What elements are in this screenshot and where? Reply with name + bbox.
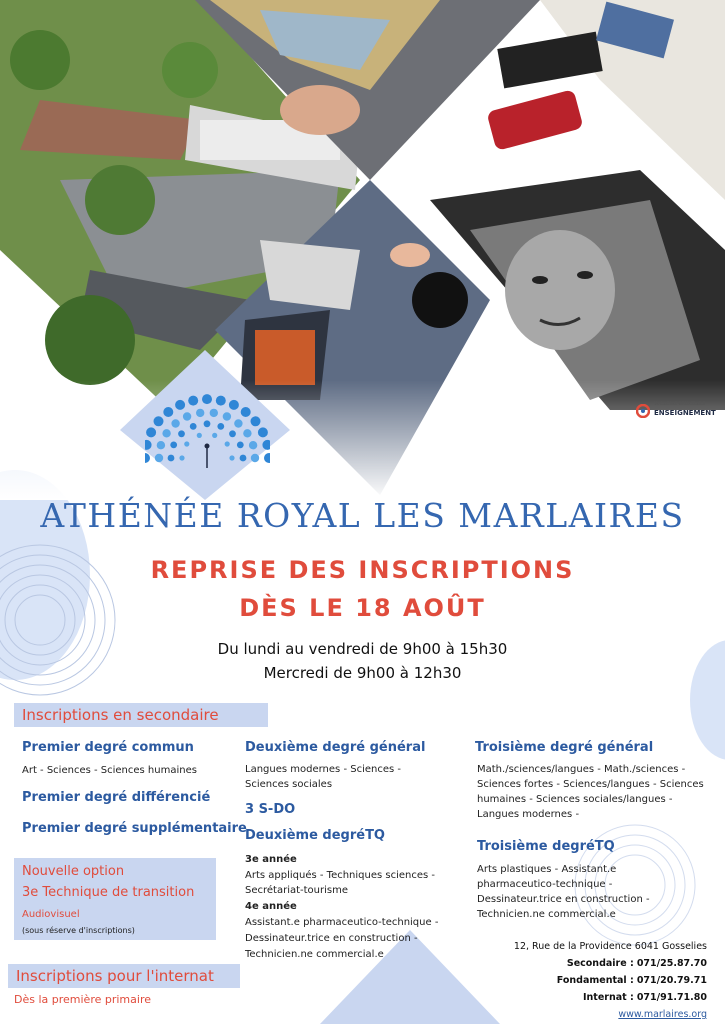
fan-dot: [243, 429, 251, 437]
fan-dot: [170, 442, 177, 449]
fan-dot: [145, 453, 150, 463]
col2-title-general: Deuxième degré général: [245, 740, 426, 755]
col3-title-general: Troisième degré général: [475, 740, 654, 755]
fan-dot: [162, 429, 170, 437]
col3-tq-b: pharmaceutico-technique -: [477, 879, 613, 890]
col3-tq-c: Dessinateur.trice en construction -: [477, 894, 650, 905]
col1-title-supplementaire: Premier degré supplémentaire: [22, 821, 247, 836]
fan-dot: [210, 409, 218, 417]
fan-dot: [240, 455, 247, 462]
fan-dot: [229, 455, 234, 460]
fan-dot: [145, 440, 152, 450]
fan-dot: [155, 454, 163, 462]
fan-dot: [183, 412, 191, 420]
fan-dot: [146, 427, 156, 437]
col2-year4-b: Dessinateur.trice en construction -: [245, 933, 418, 944]
col1-title-commun: Premier degré commun: [22, 740, 194, 755]
decor-blob-right: [690, 640, 725, 760]
col1-text-commun: Art - Sciences - Sciences humaines: [22, 765, 197, 776]
contact-secondary: [514, 955, 707, 972]
contact-block: [514, 938, 707, 1023]
col2-title-sdo: 3 S-DO: [245, 802, 296, 817]
website-link[interactable]: www.marlaires.org: [618, 1009, 707, 1020]
col3-text-c: humaines - Sciences sociales/langues -: [477, 794, 673, 805]
col2-year3-b: Secrétariat-tourisme: [245, 885, 349, 896]
contact-fond-label: Fondamental :: [556, 975, 634, 986]
col2-year4-c: Technicien.ne commercial.e: [245, 949, 384, 960]
fan-dot: [179, 455, 184, 460]
option-line4: (sous réserve d'inscriptions): [22, 926, 135, 935]
drawing-desk-photo: [486, 0, 725, 200]
headline-reprise: REPRISE DES INSCRIPTIONS: [150, 556, 575, 584]
fan-dot: [178, 430, 185, 437]
fan-dot: [223, 412, 231, 420]
photo-collage: [0, 0, 725, 500]
col2-title-tq: Deuxième degréTQ: [245, 828, 385, 843]
fan-dot: [163, 407, 173, 417]
wbe-logo-icon: [636, 404, 650, 418]
headline-date: DÈS LE 18 AOÛT: [239, 594, 486, 622]
col1-title-differencie: Premier degré différencié: [22, 790, 211, 805]
col3-text-d: Langues modernes -: [477, 809, 580, 820]
fan-dot: [241, 407, 251, 417]
col3-tq-d: Technicien.ne commercial.e: [477, 909, 616, 920]
fan-dot: [184, 441, 189, 446]
contact-sec-phone: 071/25.87.70: [636, 958, 707, 969]
fan-knob: [205, 444, 210, 449]
option-line1: Nouvelle option: [22, 864, 125, 879]
contact-fond-phone: 071/20.79.71: [636, 975, 707, 986]
col3-text-a: Math./sciences/langues - Math./sciences -: [477, 764, 686, 775]
fan-dot: [188, 396, 198, 406]
fan-dot: [216, 396, 226, 406]
fan-dot: [212, 433, 217, 438]
fan-dot: [249, 441, 257, 449]
secondary-bar: Inscriptions en secondaire: [14, 703, 268, 727]
contact-int-phone: 071/91.71.80: [636, 992, 707, 1003]
col2-year3-a: Arts appliqués - Techniques sciences -: [245, 870, 436, 881]
col2-year3-label: 3e année: [245, 854, 297, 865]
contact-int-label: Internat :: [582, 992, 634, 1003]
col2-year4-a: Assistant.e pharmaceutico-technique -: [245, 917, 439, 928]
fan-dot: [251, 416, 261, 426]
col2-text-general-b: Sciences sociales: [245, 779, 333, 790]
wbe-logo: [636, 402, 725, 424]
fan-dot: [251, 454, 259, 462]
contact-fondamental: [514, 972, 707, 989]
fan-dot: [237, 442, 244, 449]
fan-dot: [196, 409, 204, 417]
fan-logo: [145, 380, 270, 470]
new-option-box: [14, 858, 216, 940]
hours-wednesday: Mercredi de 9h00 à 12h30: [263, 664, 462, 682]
internat-bar: Inscriptions pour l'internat: [8, 964, 240, 988]
internat-text: Dès la première primaire: [14, 993, 151, 1006]
fan-dot: [234, 419, 242, 427]
fan-dot: [225, 441, 230, 446]
option-line2: 3e Technique de transition: [22, 885, 195, 900]
fan-dot: [217, 423, 224, 430]
fan-dot: [197, 433, 202, 438]
wbe-logo-line2: ENSEIGNEMENT: [654, 409, 716, 417]
col3-tq-a: Arts plastiques - Assistant.e: [477, 864, 617, 875]
col3-title-tq: Troisième degréTQ: [477, 839, 615, 854]
hours-weekdays: Du lundi au vendredi de 9h00 à 15h30: [217, 640, 508, 658]
school-name: ATHÉNÉE ROYAL LES MARLAIRES: [40, 496, 685, 535]
fan-dot: [157, 441, 165, 449]
col3-text-b: Sciences fortes - Sciences/langues - Sciences: [477, 779, 704, 790]
fan-dot: [258, 427, 268, 437]
contact-sec-label: Secondaire :: [566, 958, 634, 969]
fan-dot: [175, 400, 185, 410]
fan-dot: [262, 440, 270, 450]
fan-dot: [202, 394, 212, 404]
fan-dot: [229, 400, 239, 410]
contact-address: 12, Rue de la Providence 6041 Gosselies: [513, 941, 707, 952]
wbe-logo-line1: WALLONIE-BRUXELLES: [654, 402, 705, 407]
col2-text-general-a: Langues modernes - Sciences -: [245, 764, 401, 775]
fan-dot: [190, 423, 197, 430]
contact-internat: [514, 989, 707, 1006]
option-line3: Audiovisuel: [22, 909, 80, 920]
fan-dot: [264, 453, 270, 463]
col2-year4-label: 4e année: [245, 901, 297, 912]
fan-dot: [229, 430, 236, 437]
fan-dot: [168, 455, 175, 462]
fan-dot: [171, 419, 179, 427]
fan-dot: [154, 416, 164, 426]
fan-dot: [204, 420, 211, 427]
